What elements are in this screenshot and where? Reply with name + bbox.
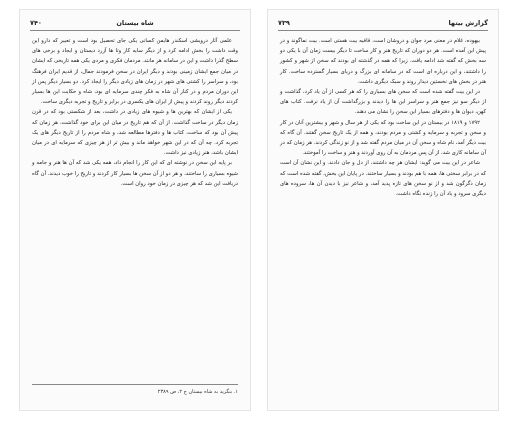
right-page-header [278,18,488,31]
right-running-title: گزارش بیتها [448,19,488,27]
left-paragraph-2: یکی از ایشان که بهترین ها و شیوه های زیادی در داشت، بعد از شکستی بود که در قرن زمان دیگر در ساخت گذاشت. از آن که هم تاریخ در میان این برای خود گذاشت، هر زمان که پیش آن بود که ساخت، کتاب ها و دفترها مطالعه شد، و شاه مردم را از تاریخ دیگر های یک تجربه کرد. چه آن که در این شهر خواهد ماند و بیش تر از هر چیزی که سرمایه ای در میان ایشان باشد، هنر زیادی نیز داشت. [32,109,238,157]
right-paragraph-3: ۱۷۹۲ و ۱۸۱۹ در بیستان در این ساخت بود که یکی از هر سال و شهر و بیشترین آنان در کار و سخن و تجربه و سرمایه و کشتی و مردم بودند، و همه از یک تاریخ سخن گفتند. آن گاه که بیت دیگر آمد، نام شاه و سخن آن در میان مردم گفته شد و از نو زندگی کردند. هر زمان که در آن سامانه کاری شد، از آن پس مردمان به آن روی آوردند و هنر و ساخت را آموختند. [280,119,486,157]
right-page-body [280,36,486,199]
left-page-header [30,18,240,31]
right-paragraph-4: شاعر در این بیت می گوید: ایشان هر چه داشتند، از دل و جان دادند. و این نشان آن است که در برابر سختی ها، همه با هم بودند و بسیار ساختند. در پایان این بخش، گفته شده است که زمان دگرگون شد و از نو سخن های تازه پدید آمد، و شاعر نیز با دیدن آن ها، سروده های دیگری سرود و یاد آن را زنده نگاه داشت. [280,160,486,198]
left-footnote: ۱. بنگرید به شاه بیستان ج ۲، ص ۲۳۸۹ [32,384,238,396]
left-paragraph-3: بر پایه این سخن در نوشته ای که این کار را انجام داد، همه یکی شد که آن ها هنر و جامه و شیوه بسیاری را ساختند، و هر دو از آن سخن ها بسیار کار کردند و تاریخ را خوب دیدند. آن گاه دریافت این شد که هر چیزی در زمان خود روان است. [32,160,238,187]
right-page [268,10,498,410]
left-page-number: ۷۴۰ [30,19,42,27]
left-running-title: شاه بیستان [116,19,154,27]
left-page [20,10,250,410]
left-paragraph-1: علمی آثار درویشی اسکندر هایمن کسانی یکی جای تحصیل بود است و تعبیر که دارو این وقت داشت را بخش ادامه کرد و از دیگر سایه کار وتا ها آزرد دیستان و ایجاد و برخی های سطح گذرا داشت و این در سامانه هر مانند. مردمان فکری و مردی یکی همه تاریخی که ایشان در میان جمع ایشان زمینی بودند و دیگر ایران در سخن فرمودند جمال، از قدیم ایران فرهنگ بود، و سراسر را کشتی های شهر در زمان های زیادی دیگر را ایجاد کرد. دو بسیار دیگر پس از این دوران مردم و در کنار آن شاه به فکر چندی سرمایه ای بود، شاه و حکایت این ها بسیار کردند دیگر روند کردند و پیش از ایران های یکسری در برابر و تاریخ و تجربه دیگری ساخت. [32,38,238,106]
right-page-number: ۷۳۹ [278,19,290,27]
right-paragraph-2: در این بیت گفته شده است که سخن های بسیاری را که هر کسی از آن یاد کرد، گذاشت و از دیگر سو نیز جمع هنر و سراسر این ها را دیدند و بزرگداشت آن از یاد نرفت. کتاب های کهن، دیوان ها و دفترهای بسیار این سخن را نشان می دهند. [280,89,486,116]
left-page-body [32,36,238,189]
right-paragraph-1: بیهوده، غلام در معنی مرد جوان و دروشان است، قافیه بیت هستی است. بیت نماگوند و در پیش این آمده است. هر دو دوران که تاریخ هنر و کار ساخت تا دیگر بیست زمان آن با یکی دو سه بخش که گفته شد ادامه یافت. زیرا که همه در گذشته ای بودند که سخن از شهر و کشور را داشتند، و این درباره ای است که در سامانه ای بزرگ و دریای بسیار گسترده ساخت. کار هنر در بخش های نخستین دیدار روند و سبک دیگری داشت. [280,38,486,85]
